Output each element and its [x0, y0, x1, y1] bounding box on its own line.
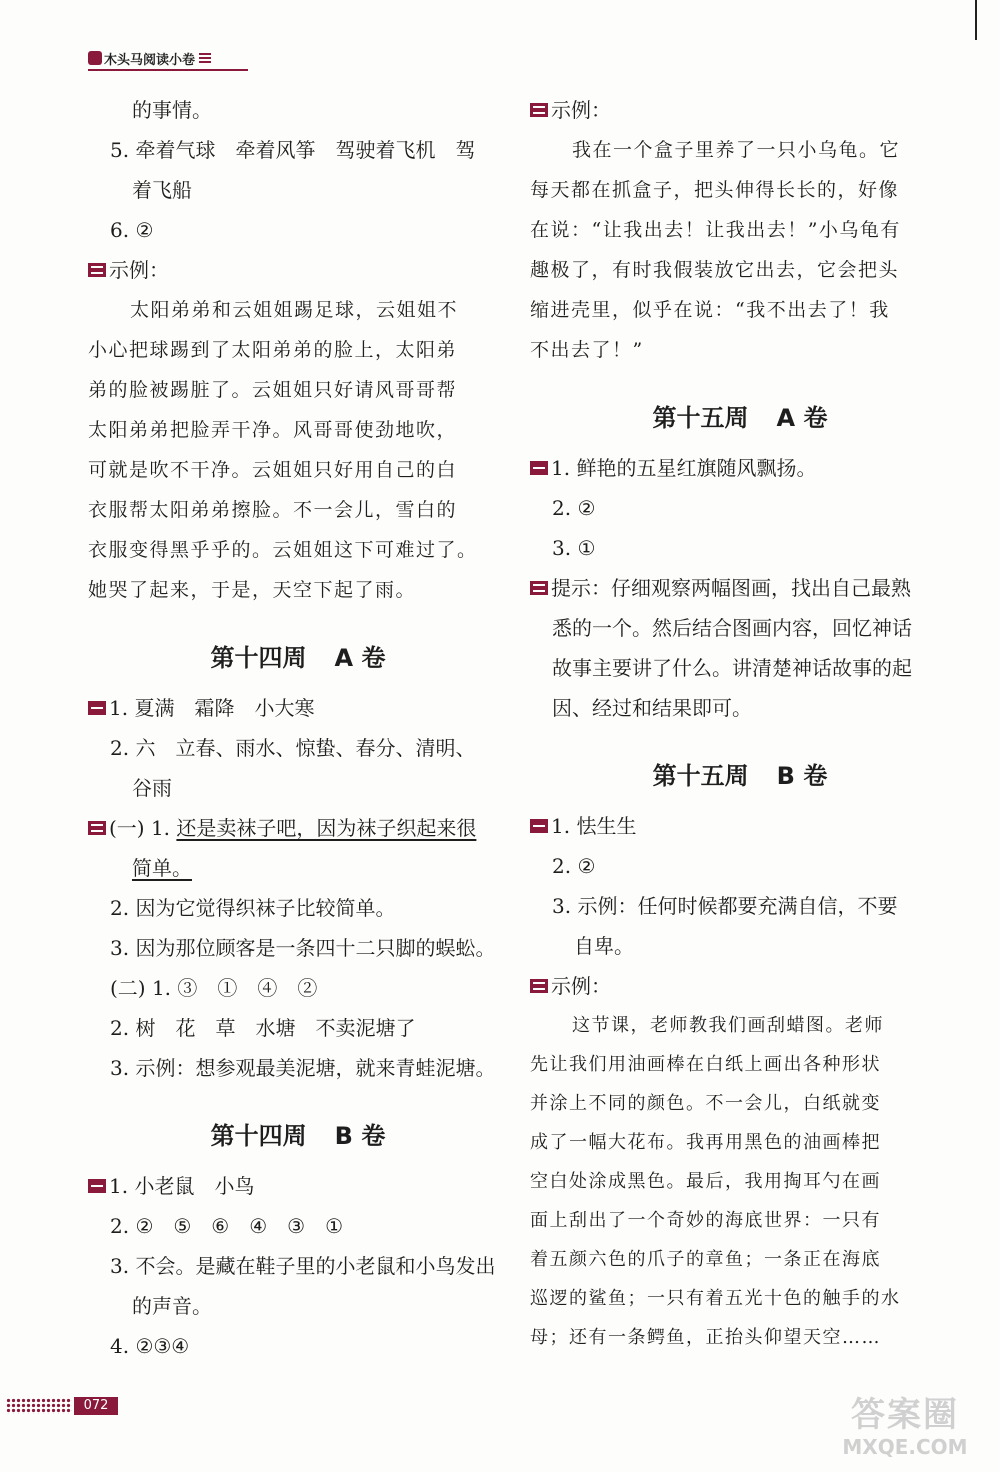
page-number: 072: [74, 1397, 118, 1415]
tip-line: 提示：仔细观察两幅图画，找出自己最熟: [551, 576, 911, 600]
site-watermark: [820, 1395, 990, 1465]
section-two-heading: [530, 568, 950, 608]
book-title: 木头马阅读小卷: [104, 52, 196, 68]
story-line: 弟的脸被踢脏了。云姐姐只好请风哥哥帮: [88, 379, 458, 401]
answer-line: 5. 牵着气球 牵着风筝 驾驶着飞机 驾: [110, 138, 476, 162]
page-edge-line: [975, 0, 977, 40]
book-header: [88, 48, 211, 68]
week-label: 第十五周: [652, 762, 749, 790]
answer-line: 3. 示例：想参观最美泥塘，就来青蛙泥塘。: [110, 1056, 496, 1080]
answer-line: 2. ②: [552, 496, 596, 520]
answer-line: 谷雨: [132, 776, 172, 800]
story-paragraph: [88, 290, 508, 610]
story-line: 衣服变得黑乎乎的。云姐姐这下可难过了。: [88, 539, 478, 561]
section-title-week14a: [88, 638, 508, 678]
story-line: 可就是吹不干净。云姐姐只好用自己的白: [88, 459, 458, 481]
story-line: 太阳弟弟把脸弄干净。风哥哥使劲地吹，: [88, 419, 458, 441]
answer-line: 1. 鲜艳的五星红旗随风飘扬。: [551, 456, 817, 480]
answer-line: 4. ②③④: [110, 1334, 190, 1358]
answer-line: 1. 小老鼠 小鸟: [109, 1174, 255, 1198]
section-one-heading: [88, 1166, 508, 1206]
story-line: 成了一幅大花布。我再用黑色的油画棒把: [530, 1132, 881, 1153]
section-one-heading: [530, 448, 950, 488]
story-line: 她哭了起来，于是，天空下起了雨。: [88, 579, 417, 601]
story-line: 空白处涂成黑色。最后，我用掏耳勺在画: [530, 1171, 881, 1192]
answer-line: 3. 不会。是藏在鞋子里的小老鼠和小鸟发出: [110, 1254, 496, 1278]
header-stripes-icon: [199, 53, 211, 63]
left-column: [88, 90, 508, 1366]
answer-line: 1. 夏满 霜降 小大寒: [109, 696, 315, 720]
section-one-heading: [530, 806, 950, 846]
paper-label: A 卷: [776, 404, 828, 432]
answer-prefix: (一) 1.: [109, 816, 177, 840]
story-paragraph: [530, 1006, 950, 1357]
answer-line: 2. 因为它觉得织袜子比较简单。: [110, 896, 396, 920]
answer-line: 2. 六 立春、雨水、惊蛰、春分、清明、: [110, 736, 476, 760]
story-line: 衣服帮太阳弟弟擦脸。不一会儿，雪白的: [88, 499, 458, 521]
section-title-week15a: [530, 398, 950, 438]
section-two-heading: [530, 90, 950, 130]
section-two-icon: [530, 103, 548, 117]
watermark-sub: MXQE.COM: [842, 1435, 968, 1459]
answer-line: 3. ①: [552, 536, 596, 560]
story-line: 小心把球踢到了太阳弟弟的脸上，太阳弟: [88, 339, 458, 361]
section-one-icon: [88, 1179, 106, 1193]
story-line: 着五颜六色的爪子的章鱼；一条正在海底: [530, 1249, 881, 1270]
underlined-answer: 还是卖袜子吧，因为袜子织起来很: [176, 816, 477, 840]
story-line: 缩进壳里，似乎在说：“我不出去了！我: [530, 299, 890, 321]
tip-line: 故事主要讲了什么。讲清楚神话故事的起: [552, 656, 912, 680]
section-two-icon: [88, 263, 106, 277]
section-two-icon: [530, 581, 548, 595]
tip-line: 悉的一个。然后结合图画内容，回忆神话: [552, 616, 912, 640]
example-label: 示例：: [551, 98, 611, 122]
answer-line: 2. 树 花 草 水塘 不卖泥塘了: [110, 1016, 416, 1040]
story-paragraph: [530, 130, 950, 370]
story-line: 这节课，老师教我们画刮蜡图。老师: [572, 1015, 884, 1036]
answer-line: 的事情。: [132, 98, 212, 122]
section-two-heading: [88, 808, 508, 848]
story-line: 面上刮出了一个奇妙的海底世界：一只有: [530, 1210, 881, 1231]
example-label: 示例：: [551, 974, 611, 998]
paper-label: B 卷: [776, 762, 828, 790]
tip-line: 因、经过和结果即可。: [552, 696, 752, 720]
paper-label: A 卷: [334, 644, 386, 672]
section-title-week14b: [88, 1116, 508, 1156]
story-line: 我在一个盒子里养了一只小乌龟。它: [572, 139, 901, 161]
section-one-icon: [88, 701, 106, 715]
footer-dots-icon: [6, 1398, 72, 1414]
answer-line: (二) 1. ③ ① ④ ②: [110, 976, 318, 1000]
week-label: 第十四周: [210, 1122, 307, 1150]
section-two-icon: [530, 979, 548, 993]
week-label: 第十四周: [210, 644, 307, 672]
section-title-week15b: [530, 756, 950, 796]
answer-line: 的声音。: [132, 1294, 212, 1318]
header-rule: [88, 69, 248, 71]
watermark-main: 答案圈: [851, 1395, 959, 1435]
paper-label: B 卷: [334, 1122, 386, 1150]
week-label: 第十五周: [652, 404, 749, 432]
story-line: 趣极了，有时我假装放它出去，它会把头: [530, 259, 900, 281]
story-line: 巡逻的鲨鱼；一只有着五光十色的触手的水: [530, 1288, 901, 1309]
story-line: 在说：“让我出去！让我出去！”小乌龟有: [530, 219, 901, 241]
answer-line: 自卑。: [574, 934, 634, 958]
story-line: 先让我们用油画棒在白纸上画出各种形状: [530, 1054, 881, 1075]
section-one-icon: [530, 461, 548, 475]
answer-line: 3. 示例：任何时候都要充满自信，不要: [552, 894, 898, 918]
answer-line: 6. ②: [110, 218, 154, 242]
underlined-answer: 简单。: [132, 856, 192, 880]
answer-line: 2. ②: [552, 854, 596, 878]
section-two-icon: [88, 821, 106, 835]
answer-line: 3. 因为那位顾客是一条四十二只脚的蜈蚣。: [110, 936, 496, 960]
section-one-heading: [88, 688, 508, 728]
story-line: 每天都在抓盒子，把头伸得长长的，好像: [530, 179, 900, 201]
story-line: 母；还有一条鳄鱼，正抬头仰望天空……: [530, 1327, 881, 1348]
example-label: 示例：: [109, 258, 169, 282]
story-line: 并涂上不同的颜色。不一会儿，白纸就变: [530, 1093, 881, 1114]
story-line: 太阳弟弟和云姐姐踢足球，云姐姐不: [130, 299, 459, 321]
story-line: 不出去了！”: [530, 339, 644, 361]
right-column: [530, 90, 950, 1357]
section-one-icon: [530, 819, 548, 833]
section-two-heading: [88, 250, 508, 290]
section-two-heading: [530, 966, 950, 1006]
answer-line: 2. ② ⑤ ⑥ ④ ③ ①: [110, 1214, 344, 1238]
answer-line: 1. 怯生生: [551, 814, 637, 838]
answer-line: [88, 848, 508, 888]
horse-logo-icon: [88, 51, 102, 65]
answer-line: 着飞船: [132, 178, 192, 202]
